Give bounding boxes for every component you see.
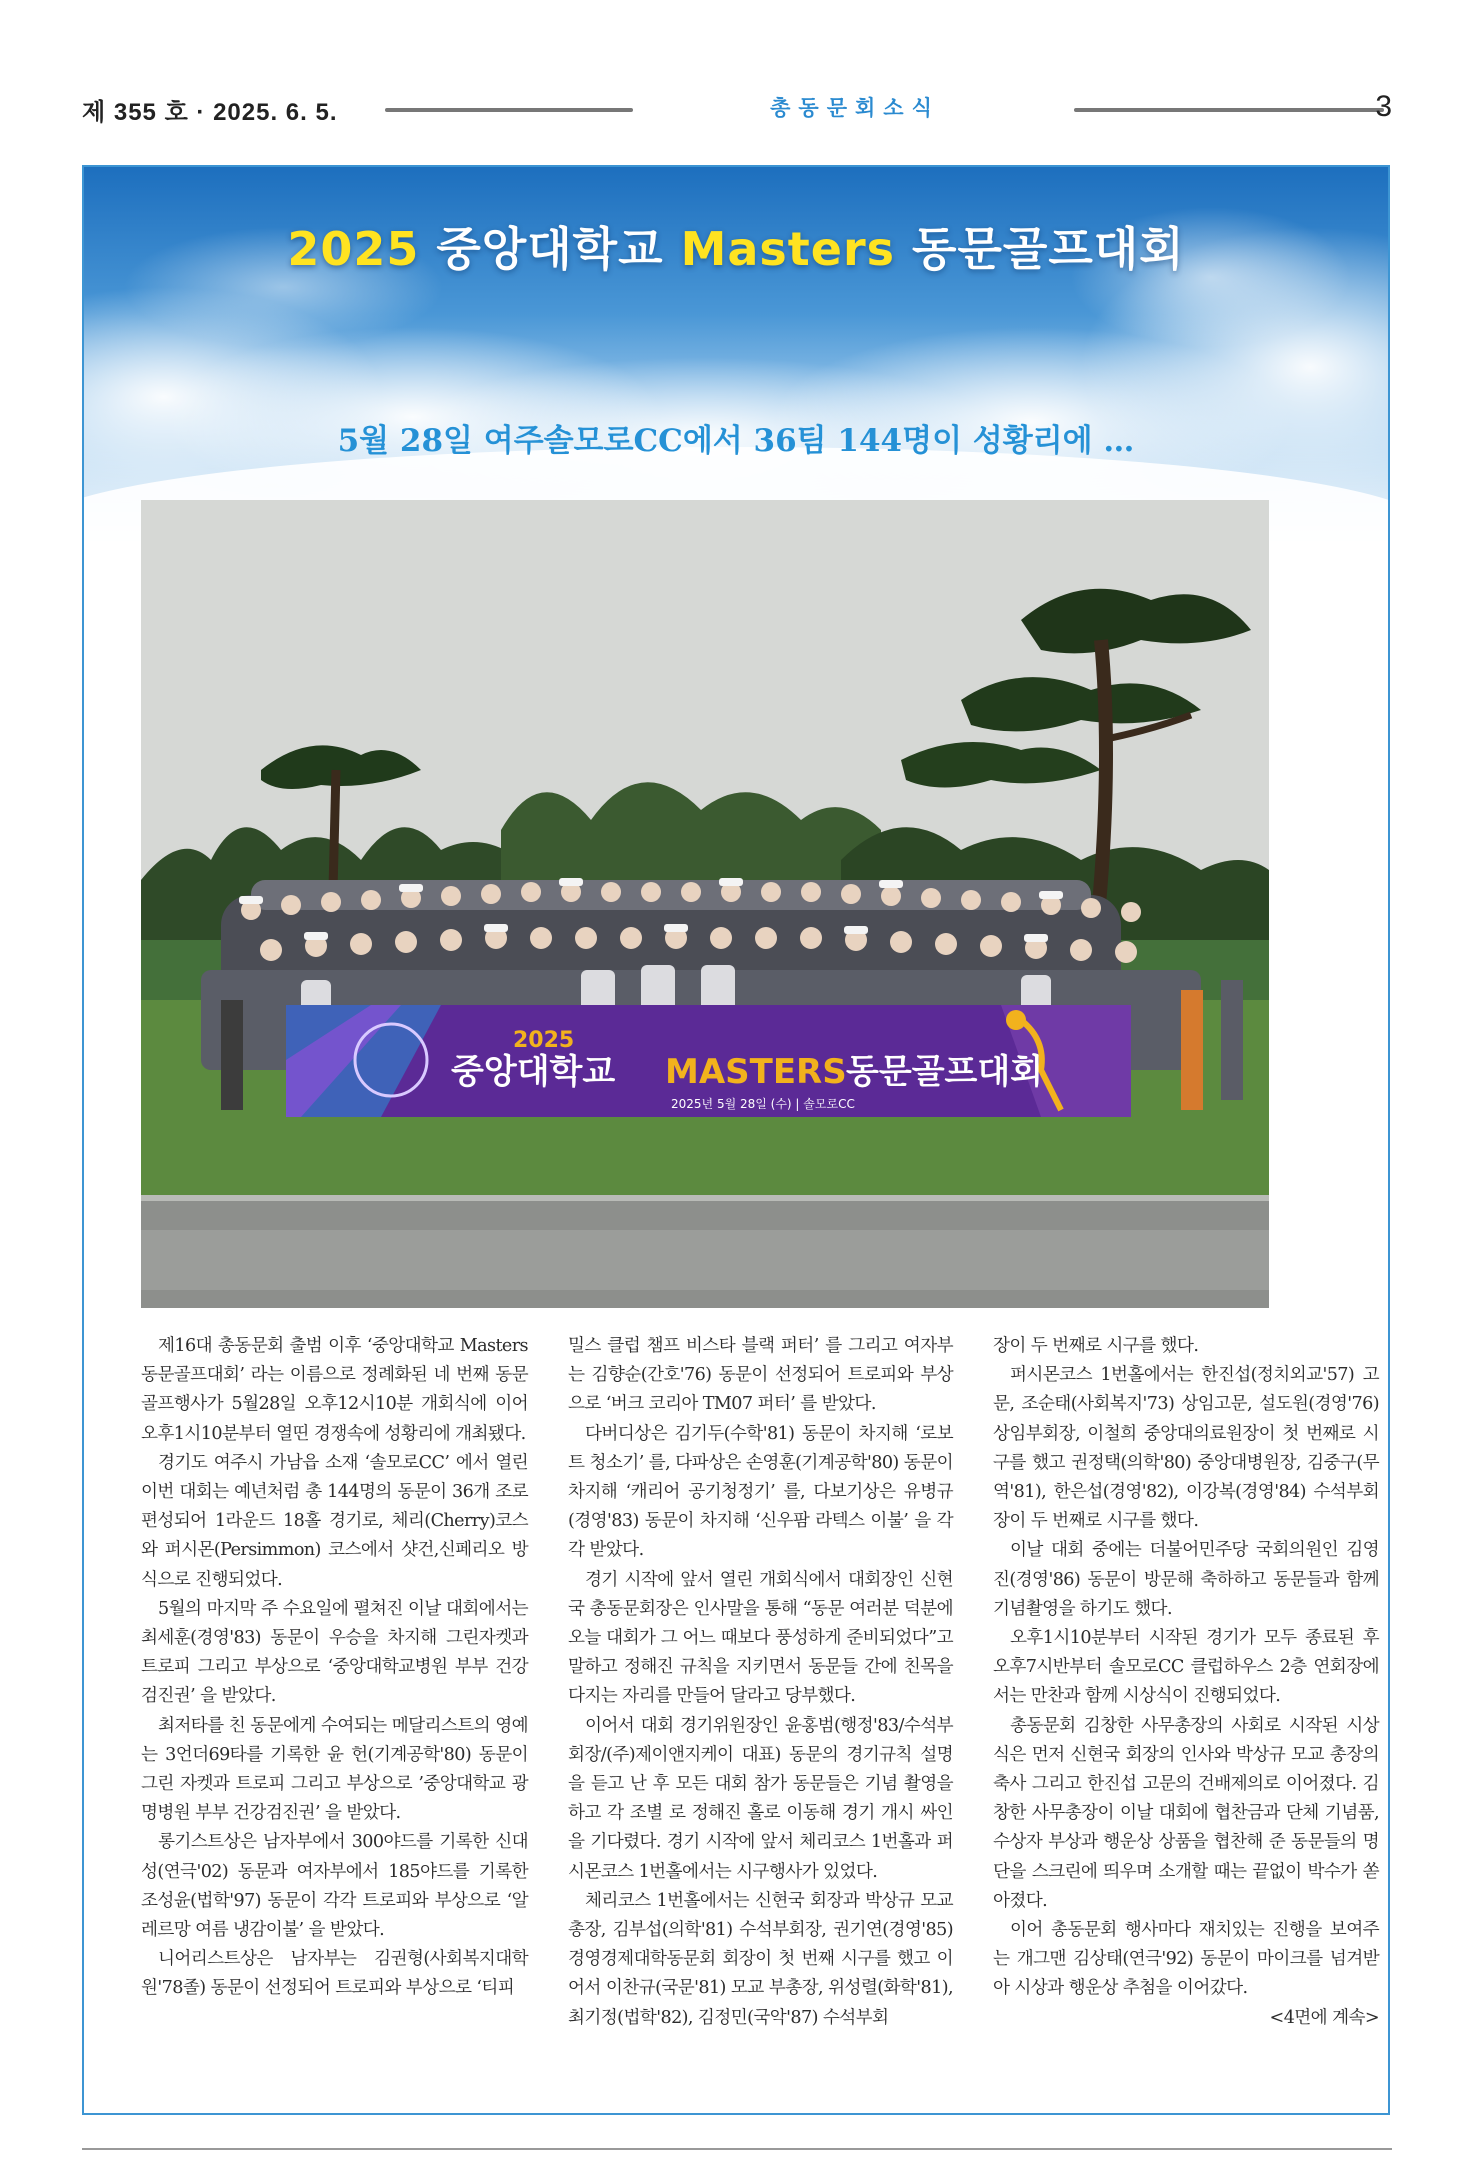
paragraph: 경기 시작에 앞서 열린 개회식에서 대회장인 신현국 총동문회장은 인사말을 통해 “동문 여러분 덕분에 오늘 대회가 그 어느 때보다 풍성하게 준비되었다”고 말하고 정해진 규칙을 지키면서 동문들 간에 친목을 다지는 자리를 만들어 달라고 당부했다. bbox=[568, 1569, 953, 1707]
paragraph: 밀스 클럽 챔프 비스타 블랙 퍼터’ 를 그리고 여자부는 김향순(간호'76) 동문이 선정되어 트로피와 부상으로 ‘버크 코리아 TM07 퍼터’ 를 받았다. bbox=[568, 1336, 953, 1415]
feature-subtitle: 5월 28일 여주솔모로CC에서 36팀 144명이 성황리에 … bbox=[337, 423, 1135, 459]
paragraph: 제16대 총동문회 출범 이후 ‘중앙대학교 Masters 동문골프대회’ 라는 이름으로 정례화된 네 번째 동문 골프행사가 5월28일 오후12시10분 개회식에 이어 오후1시10분부터 열띤 경쟁속에 성황리에 개최됐다. bbox=[141, 1336, 528, 1444]
paragraph: 니어리스트상은 남자부는 김권형(사회복지대학원'78졸) 동문이 선정되어 트로피와 부상으로 ‘티피 bbox=[141, 1949, 528, 1999]
header-rule-right bbox=[1074, 108, 1384, 112]
feature-frame bbox=[82, 165, 1390, 2115]
section-name: 총동문회소식 bbox=[770, 96, 940, 120]
header-rule-left bbox=[385, 108, 633, 112]
placard-date: 2025년 5월 28일 (수) | 솔모로CC bbox=[671, 1097, 855, 1111]
page-header bbox=[82, 92, 1392, 132]
page-number: 3 bbox=[1375, 90, 1392, 123]
paragraph: 체리코스 1번홀에서는 신현국 회장과 박상규 모교 총장, 김부섭(의학'81) 수석부회장, 권기연(경영'85) 경영경제대학동문회 회장이 첫 번째 시구를 했고 이어서 이찬규(국문'81) 모교 부총장, 위성렬(화학'81), 최기정(법학'82), 김정민(국악'87) 수석부회 bbox=[568, 1890, 953, 2028]
placard-university: 중앙대학교 bbox=[451, 1052, 616, 1092]
issue-date: 제 355 호 · 2025. 6. 5. bbox=[82, 99, 338, 126]
feature-title bbox=[84, 213, 1388, 279]
placard-event: 동문골프대회 bbox=[846, 1052, 1044, 1092]
paragraph: 5월의 마지막 주 수요일에 펼쳐진 이날 대회에서는 최세훈(경영'83) 동문이 우승을 차지해 그린자켓과 트로피 그리고 부상으로 ‘중앙대학교병원 부부 건강검진권’ 을 받았다. bbox=[141, 1598, 528, 1707]
paragraph: 이어 총동문회 행사마다 재치있는 진행을 보여주는 개그맨 김상태(연극'92) 동문이 마이크를 넘겨받아 시상과 행운상 추첨을 이어갔다. bbox=[993, 1920, 1379, 1999]
event-placard bbox=[286, 1005, 1131, 1117]
paragraph: 이어서 대회 경기위원장인 윤홍범(행정'83/수석부회장/(주)제이앤지케이 대표) 동문의 경기규칙 설명을 듣고 난 후 모든 대회 참가 동문들은 기념 촬영을 하고 각 조별 로 정해진 홀로 이동해 경기 개시 싸인을 기다렸다. 경기 시작에 앞서 체리코스 1번홀과 퍼시몬코스 1번홀에서는 시구행사가 있었다. bbox=[568, 1715, 953, 1882]
title-event: 동문골프대회 bbox=[912, 222, 1185, 276]
footer-rule bbox=[82, 2148, 1392, 2150]
article-column-2 bbox=[568, 1332, 953, 2033]
paragraph: 오후1시10분부터 시작된 경기가 모두 종료된 후 오후7시반부터 솔모로CC 클럽하우스 2층 연회장에서는 만찬과 함께 시상식이 진행되었다. bbox=[993, 1628, 1379, 1707]
continued-note: <4면에 계속> bbox=[1269, 2007, 1379, 2028]
paragraph: 퍼시몬코스 1번홀에서는 한진섭(정치외교'57) 고문, 조순태(사회복지'73) 상임고문, 설도원(경영'76) 상임부회장, 이철희 중앙대의료원장이 첫 번째로 시구를 했고 권정택(의학'80) 중앙대병원장, 김중구(무역'81), 한은섭(경영'82), 이강복(경영'84) 수석부회장이 두 번째로 시구를 했다. bbox=[993, 1365, 1379, 1532]
paragraph: 이날 대회 중에는 더불어민주당 국회의원인 김영진(경영'86) 동문이 방문해 축하하고 동문들과 함께 기념촬영을 하기도 했다. bbox=[993, 1540, 1379, 1619]
placard-year: 2025 bbox=[513, 1028, 575, 1053]
paragraph: 장이 두 번째로 시구를 했다. bbox=[993, 1336, 1199, 1356]
paragraph: 롱기스트상은 남자부에서 300야드를 기록한 신대성(연극'02) 동문과 여자부에서 185야드를 기록한 조성윤(법학'97) 동문이 각각 트로피와 부상으로 ‘알레르망 여름 냉감이불’ 을 받았다. bbox=[141, 1832, 528, 1941]
paragraph: 다버디상은 김기두(수학'81) 동문이 차지해 ‘로보트 청소기’ 를, 다파상은 손영훈(기계공학'80) 동문이 차지해 ‘캐리어 공기청정기’ 를, 다보기상은 유병규(경영'83) 동문이 차지해 ‘신우팜 라텍스 이불’ 을 각각 받았다. bbox=[568, 1423, 953, 1561]
group-photo-illustration bbox=[141, 500, 1269, 1308]
title-year: 2025 bbox=[287, 222, 420, 276]
title-masters: Masters bbox=[680, 222, 896, 276]
placard-masters: MASTERS bbox=[665, 1052, 847, 1092]
paragraph: 총동문회 김창한 사무총장의 사회로 시작된 시상식은 먼저 신현국 회장의 인사와 박상규 모교 총장의 축사 그리고 한진섭 고문의 건배제의로 이어졌다. 김창한 사무총장이 이날 대회에 협찬금과 단체 기념품, 수상자 부상과 행운상 상품을 협찬해 준 동문들의 명단을 스크린에 띄우며 소개할 때는 끝없이 박수가 쏟아졌다. bbox=[993, 1715, 1379, 1911]
article-column-3 bbox=[993, 1332, 1379, 2033]
title-university: 중앙대학교 bbox=[436, 222, 664, 276]
group-photo bbox=[141, 500, 1269, 1308]
paragraph: 최저타를 친 동문에게 수여되는 메달리스트의 영예는 3언더69타를 기록한 윤 헌(기계공학'80) 동문이 그린 자켓과 트로피 그리고 부상으로 ’중앙대학교 광명병원 부부 건강검진권’ 을 받았다. bbox=[141, 1715, 528, 1824]
article-column-1 bbox=[141, 1332, 528, 2004]
paragraph: 경기도 여주시 가남읍 소재 ‘솔모로CC’ 에서 열린 이번 대회는 예년처럼 총 144명의 동문이 36개 조로 편성되어 1라운드 18홀 경기로, 체리(Cherry)코스와 퍼시몬(Persimmon) 코스에서 샷건,신페리오 방식으로 진행되었다. bbox=[141, 1452, 528, 1590]
